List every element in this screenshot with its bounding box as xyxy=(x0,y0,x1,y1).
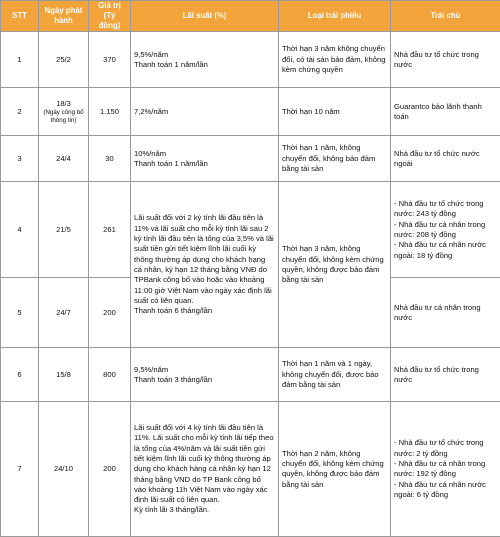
rate-line: 9,5%/năm xyxy=(134,365,275,375)
rate-line: 10%/năm xyxy=(134,149,275,159)
header-bond-type: Loại trái phiếu xyxy=(279,1,391,32)
cell-value: 200 xyxy=(89,278,131,348)
cell-bondholder xyxy=(391,402,500,537)
table-row xyxy=(1,182,500,278)
cell-bond-type: Thời hạn 1 năm và 1 ngày, không chuyển đổi, được bảo đảm bằng tài sản xyxy=(279,348,391,402)
cell-bond-type: Thời hạn 2 năm, không chuyển đổi, không kèm chứng quyền, không được bảo đảm bằng tài sản xyxy=(279,402,391,537)
table-row xyxy=(1,32,500,88)
cell-stt: 1 xyxy=(1,32,39,88)
cell-issue-date: 25/2 xyxy=(39,32,89,88)
rate-payment: Kỳ tính lãi 3 tháng/lần. xyxy=(134,505,275,515)
cell-bondholder: Guarantco bảo lãnh thanh toán xyxy=(391,88,500,136)
cell-interest-rate: 7,2%/năm xyxy=(131,88,279,136)
cell-bondholder: Nhà đầu tư cá nhân trong nước xyxy=(391,278,500,348)
rate-payment: Thanh toán 1 năm/lần xyxy=(134,159,275,169)
rate-description: Lãi suất đối với 4 kỳ tính lãi đầu tiên là 11%. Lãi suất cho mỗi kỳ tính lãi tiếp theo là tổng của 4%/năm và lãi suất tiền gửi tiết kiệm lĩnh lãi cuối kỳ thông thường áp dụng cho khách hàng cá nhân kỳ hạn 12 tháng bằng VND do TP Bank công bố vào khoảng 11h Việt Nam vào ngày xác định lãi suất có liên quan. xyxy=(134,423,275,506)
holder-item: - Nhà đầu tư cá nhân trong nước: 208 tỷ đồng xyxy=(394,220,497,241)
table-row xyxy=(1,348,500,402)
cell-stt: 5 xyxy=(1,278,39,348)
table-row xyxy=(1,136,500,182)
table-row xyxy=(1,88,500,136)
holder-item: - Nhà đầu tư tổ chức trong nước: 243 tỷ đồng xyxy=(394,199,497,220)
cell-stt: 6 xyxy=(1,348,39,402)
cell-bondholder: Nhà đầu tư tổ chức nước ngoài xyxy=(391,136,500,182)
rate-payment: Thanh toán 1 năm/lần xyxy=(134,60,275,70)
cell-issue-date: 24/7 xyxy=(39,278,89,348)
cell-stt: 7 xyxy=(1,402,39,537)
cell-bond-type-merged: Thời hạn 3 năm, không chuyển đổi, không kèm chứng quyền, không được bảo đảm bằng tài sản xyxy=(279,182,391,348)
cell-stt: 2 xyxy=(1,88,39,136)
cell-bond-type: Thời hạn 10 năm xyxy=(279,88,391,136)
header-issue-date: Ngày phát hành xyxy=(39,1,89,32)
cell-value: 800 xyxy=(89,348,131,402)
rate-line: 9,5%/năm xyxy=(134,50,275,60)
cell-bond-type: Thời hạn 3 năm không chuyển đổi, có tài sản bảo đảm, không kèm chứng quyền xyxy=(279,32,391,88)
header-stt: STT xyxy=(1,1,39,32)
rate-payment: Thanh toán 3 tháng/lần xyxy=(134,375,275,385)
cell-interest-rate xyxy=(131,136,279,182)
cell-issue-date: 15/8 xyxy=(39,348,89,402)
cell-interest-rate xyxy=(131,348,279,402)
issue-date-value: 18/3 xyxy=(42,99,85,109)
header-bondholder: Trái chủ xyxy=(391,1,500,32)
table-row xyxy=(1,402,500,537)
cell-bond-type: Thời hạn 1 năm, không chuyển đổi, không bảo đảm bằng tài sản xyxy=(279,136,391,182)
cell-value: 200 xyxy=(89,402,131,537)
cell-issue-date xyxy=(39,88,89,136)
holder-item: - Nhà đầu tư cá nhân nước ngoài: 18 tỷ đồng xyxy=(394,240,497,261)
cell-value: 30 xyxy=(89,136,131,182)
cell-value: 370 xyxy=(89,32,131,88)
cell-stt: 3 xyxy=(1,136,39,182)
issue-date-note: (Ngày công bố thông tin) xyxy=(42,109,85,125)
cell-interest-rate-merged xyxy=(131,182,279,348)
cell-bondholder: Nhà đầu tư tổ chức trong nước xyxy=(391,32,500,88)
cell-issue-date: 24/10 xyxy=(39,402,89,537)
cell-value: 1.150 xyxy=(89,88,131,136)
holder-item: - Nhà đầu tư cá nhân nước ngoài: 6 tỷ đồng xyxy=(394,480,497,501)
cell-interest-rate xyxy=(131,402,279,537)
header-interest-rate: Lãi suất (%) xyxy=(131,1,279,32)
rate-description: Lãi suất đối với 2 kỳ tính lãi đầu tiên là 11% và lãi suất cho mỗi kỳ tính lãi sau 2 kỳ tính lãi đầu tiên là tổng của 3,5% và lãi suất tiền gửi tiết kiệm lĩnh lãi cuối kỳ thông thường áp dụng cho khách hạng cá nhân, kỳ hạn 12 tháng bằng VNĐ do TPBank công bố vào hoặc vào khoảng 11:00 giờ Việt Nam vào ngày xác định lãi suất có liên quan. xyxy=(134,213,275,306)
cell-value: 261 xyxy=(89,182,131,278)
holder-item: - Nhà đầu tư tổ chức trong nước: 2 tỷ đồng xyxy=(394,438,497,459)
table-header-row xyxy=(1,1,500,32)
cell-bondholder xyxy=(391,182,500,278)
cell-stt: 4 xyxy=(1,182,39,278)
header-value: Giá trị (Tỷ đồng) xyxy=(89,1,131,32)
cell-issue-date: 21/5 xyxy=(39,182,89,278)
holder-item: - Nhà đầu tư cá nhân trong nước: 192 tỷ đồng xyxy=(394,459,497,480)
rate-payment: Thanh toán 6 tháng/lần xyxy=(134,306,275,316)
cell-interest-rate xyxy=(131,32,279,88)
cell-bondholder: Nhà đầu tư tổ chức trong nước xyxy=(391,348,500,402)
cell-issue-date: 24/4 xyxy=(39,136,89,182)
